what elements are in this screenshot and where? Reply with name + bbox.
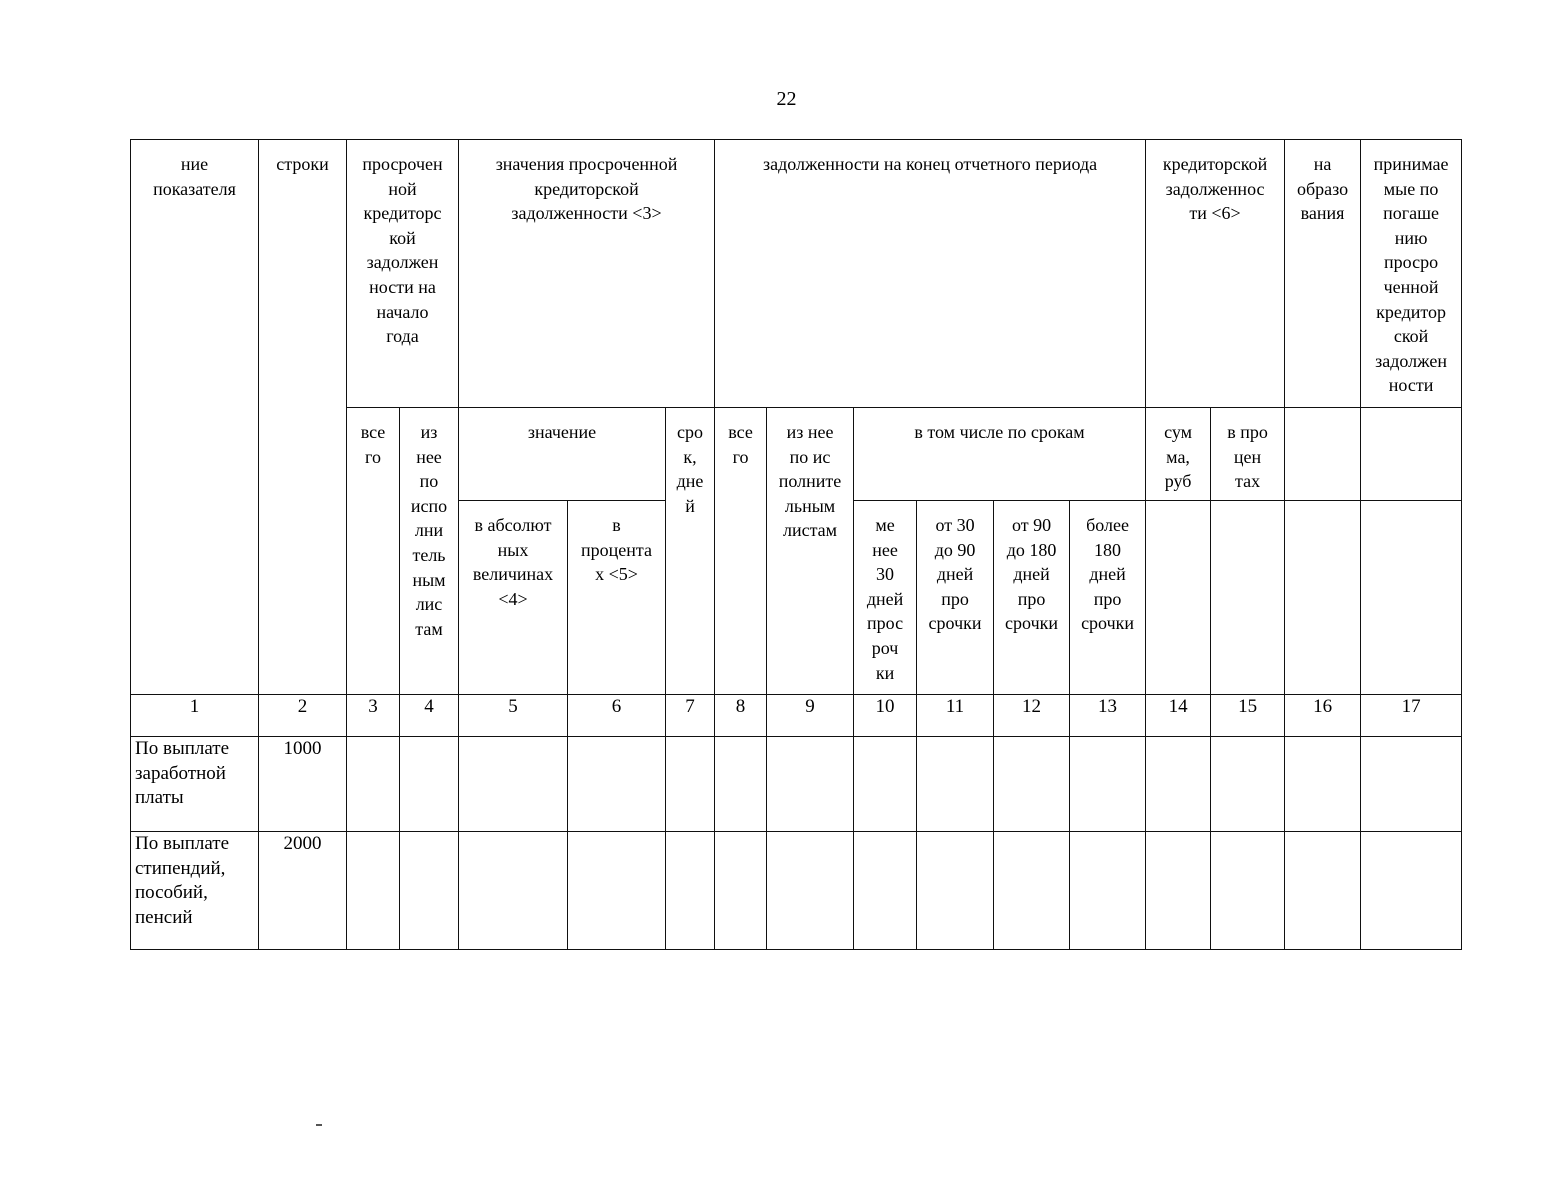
row-cell xyxy=(347,832,400,950)
scan-speck xyxy=(316,1124,322,1126)
row-code: 1000 xyxy=(259,737,347,832)
header-row-code: строки xyxy=(259,140,347,695)
row-cell xyxy=(767,832,854,950)
row-cell xyxy=(1070,832,1146,950)
row-cell xyxy=(1146,737,1211,832)
header-row-top xyxy=(131,140,1462,408)
header-c12: от 90 до 180 дней про срочки xyxy=(994,501,1070,695)
row-cell xyxy=(1070,737,1146,832)
column-number: 15 xyxy=(1211,695,1285,737)
row-name: По выплате заработной платы xyxy=(131,737,259,832)
column-number: 5 xyxy=(459,695,568,737)
header-c8: все го xyxy=(715,408,767,695)
header-c13: более 180 дней про срочки xyxy=(1070,501,1146,695)
row-cell xyxy=(854,832,917,950)
header-c17-empty xyxy=(1361,408,1462,501)
column-number: 4 xyxy=(400,695,459,737)
column-number: 9 xyxy=(767,695,854,737)
header-c14-empty xyxy=(1146,501,1211,695)
header-col16: на образо вания xyxy=(1285,140,1361,408)
header-value-group: значение xyxy=(459,408,666,501)
row-cell xyxy=(1211,832,1285,950)
header-c6: в процента х <5> xyxy=(568,501,666,695)
row-cell xyxy=(1285,832,1361,950)
header-c16-empty2 xyxy=(1285,501,1361,695)
column-number: 11 xyxy=(917,695,994,737)
row-cell xyxy=(568,832,666,950)
row-cell xyxy=(917,737,994,832)
row-cell xyxy=(666,832,715,950)
column-number: 16 xyxy=(1285,695,1361,737)
header-col17: принимае мые по погаше нию просро ченной кредитор ской задолжен ности xyxy=(1361,140,1462,408)
report-table xyxy=(130,139,1462,950)
row-cell xyxy=(400,832,459,950)
column-number: 6 xyxy=(568,695,666,737)
row-cell xyxy=(1285,737,1361,832)
row-cell xyxy=(459,737,568,832)
header-c16-empty xyxy=(1285,408,1361,501)
header-c3: все го xyxy=(347,408,400,695)
header-c4: из нее по испо лни тель ным лис там xyxy=(400,408,459,695)
row-cell xyxy=(715,737,767,832)
page-number: 22 xyxy=(776,88,797,110)
header-c15-empty xyxy=(1211,501,1285,695)
row-cell xyxy=(400,737,459,832)
header-restructured: кредиторской задолженнос ти <6> xyxy=(1146,140,1285,408)
column-number: 17 xyxy=(1361,695,1462,737)
row-cell xyxy=(994,832,1070,950)
row-cell xyxy=(917,832,994,950)
row-cell xyxy=(666,737,715,832)
row-cell xyxy=(854,737,917,832)
header-start-of-year: просрочен ной кредиторс кой задолжен ности на начало года xyxy=(347,140,459,408)
column-number: 2 xyxy=(259,695,347,737)
header-indicator-name: ние показателя xyxy=(131,140,259,695)
row-cell xyxy=(767,737,854,832)
header-c7: сро к, дне й xyxy=(666,408,715,695)
header-c9: из нее по ис полните льным листам xyxy=(767,408,854,695)
row-cell xyxy=(347,737,400,832)
header-end-of-period: задолженности на конец отчетного периода xyxy=(715,140,1146,408)
column-number: 14 xyxy=(1146,695,1211,737)
header-by-term: в том числе по срокам xyxy=(854,408,1146,501)
column-number: 7 xyxy=(666,695,715,737)
column-number: 10 xyxy=(854,695,917,737)
header-overdue-values: значения просроченной кредиторской задолженности <3> xyxy=(459,140,715,408)
row-name: По выплате стипендий, пособий, пенсий xyxy=(131,832,259,950)
row-cell xyxy=(1211,737,1285,832)
table-row xyxy=(131,832,1462,950)
column-number: 13 xyxy=(1070,695,1146,737)
header-c15: в про цен тах xyxy=(1211,408,1285,501)
row-cell xyxy=(994,737,1070,832)
row-cell xyxy=(715,832,767,950)
header-c14: сум ма, руб xyxy=(1146,408,1211,501)
header-c17-empty2 xyxy=(1361,501,1462,695)
row-cell xyxy=(568,737,666,832)
header-c10: ме нее 30 дней прос роч ки xyxy=(854,501,917,695)
column-number: 12 xyxy=(994,695,1070,737)
header-c5: в абсолют ных величинах <4> xyxy=(459,501,568,695)
header-c11: от 30 до 90 дней про срочки xyxy=(917,501,994,695)
row-cell xyxy=(1361,832,1462,950)
row-code: 2000 xyxy=(259,832,347,950)
column-number: 1 xyxy=(131,695,259,737)
column-numbers-row xyxy=(131,695,1462,737)
row-cell xyxy=(1146,832,1211,950)
row-cell xyxy=(459,832,568,950)
column-number: 3 xyxy=(347,695,400,737)
table-row xyxy=(131,737,1462,832)
row-cell xyxy=(1361,737,1462,832)
column-number: 8 xyxy=(715,695,767,737)
